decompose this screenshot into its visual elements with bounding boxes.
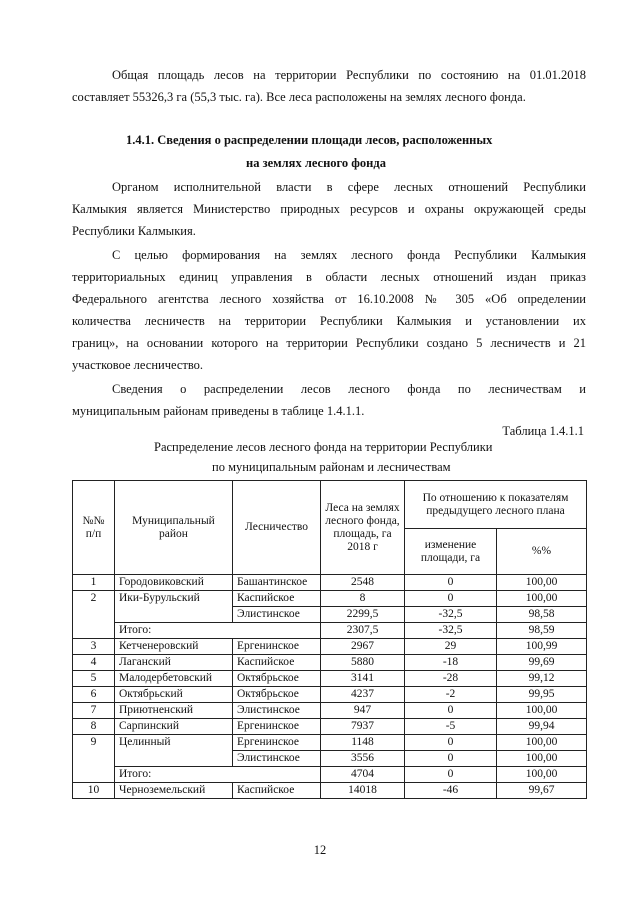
cell-district: Октябрьский <box>115 687 233 703</box>
cell-percent: 98,58 <box>497 607 587 623</box>
cell-total-label: Итого: <box>115 623 321 639</box>
page-number: 12 <box>313 843 327 857</box>
cell-forestry: Башантинское <box>233 575 321 591</box>
cell-area: 2299,5 <box>321 607 405 623</box>
cell-area: 5880 <box>321 655 405 671</box>
cell-district: Малодербетовский <box>115 671 233 687</box>
cell-district: Сарпинский <box>115 719 233 735</box>
table-caption-line-2: по муниципальным районам и лесничествам <box>212 460 451 474</box>
cell-district: Лаганский <box>115 655 233 671</box>
cell-forestry: Ергенинское <box>233 719 321 735</box>
para2-line-6: участковое лесничество. <box>72 358 204 372</box>
cell-change: -46 <box>405 783 497 799</box>
cell-percent: 100,00 <box>497 751 587 767</box>
cell-change: 0 <box>405 703 497 719</box>
table-row <box>73 671 587 687</box>
cell-area: 947 <box>321 703 405 719</box>
cell-percent: 100,99 <box>497 639 587 655</box>
cell-change: -2 <box>405 687 497 703</box>
cell-total-label: Итого: <box>115 767 321 783</box>
cell-percent: 100,00 <box>497 767 587 783</box>
cell-district: Ики-Бурульский <box>115 591 233 623</box>
cell-forestry: Каспийское <box>233 591 321 607</box>
cell-percent: 99,95 <box>497 687 587 703</box>
section-heading-line-2: на землях лесного фонда <box>246 156 386 170</box>
cell-change: 0 <box>405 591 497 607</box>
cell-num: 3 <box>73 639 115 655</box>
cell-area: 3141 <box>321 671 405 687</box>
table-row <box>73 687 587 703</box>
table-row <box>73 639 587 655</box>
cell-change: 0 <box>405 735 497 751</box>
header-change: изменение площади, га <box>405 529 497 575</box>
para1-line-2: Калмыкия является Министерство природных ресурсов и охраны окружающей среды <box>72 202 586 216</box>
cell-percent: 99,67 <box>497 783 587 799</box>
cell-num: 6 <box>73 687 115 703</box>
cell-percent: 98,59 <box>497 623 587 639</box>
cell-change: -5 <box>405 719 497 735</box>
cell-forestry: Ергенинское <box>233 735 321 751</box>
cell-area: 2967 <box>321 639 405 655</box>
para3-line-1: Сведения о распределении лесов лесного фонда по лесничествам и <box>112 382 586 396</box>
cell-num: 2 <box>73 591 115 639</box>
table-row <box>73 735 587 751</box>
cell-forestry: Элистинское <box>233 703 321 719</box>
cell-forestry: Элистинское <box>233 607 321 623</box>
cell-change: -18 <box>405 655 497 671</box>
table-row <box>73 703 587 719</box>
cell-area: 4237 <box>321 687 405 703</box>
para2-line-5: границ», на основании которого на территории Республики создано 5 лесничеств и 21 <box>72 336 586 350</box>
cell-num: 8 <box>73 719 115 735</box>
cell-num: 10 <box>73 783 115 799</box>
table-row-total <box>73 623 587 639</box>
header-relative: По отношению к показателям предыдущего лесного плана <box>405 481 587 529</box>
cell-num: 4 <box>73 655 115 671</box>
cell-num: 5 <box>73 671 115 687</box>
cell-area: 4704 <box>321 767 405 783</box>
header-forestry: Лесничество <box>233 481 321 575</box>
header-area: Леса на землях лесного фонда, площадь, га 2018 г <box>321 481 405 575</box>
cell-change: 0 <box>405 751 497 767</box>
cell-change: -32,5 <box>405 623 497 639</box>
para2-line-1: С целью формирования на землях лесного фонда Республики Калмыкия <box>112 248 586 262</box>
cell-area: 2548 <box>321 575 405 591</box>
cell-area: 8 <box>321 591 405 607</box>
para1-line-3: Республики Калмыкия. <box>72 224 196 238</box>
cell-forestry: Октябрьское <box>233 687 321 703</box>
forest-distribution-table <box>72 480 587 799</box>
para1-line-1: Органом исполнительной власти в сфере лесных отношений Республики <box>112 180 586 194</box>
header-num: №№ п/п <box>73 481 115 575</box>
para2-line-2: территориальных единиц управления в области лесных отношений издан приказ <box>72 270 586 284</box>
table-row <box>73 783 587 799</box>
table-row <box>73 591 587 607</box>
para3-line-2: муниципальным районам приведены в таблице 1.4.1.1. <box>72 404 365 418</box>
cell-percent: 99,69 <box>497 655 587 671</box>
cell-district: Целинный <box>115 735 233 767</box>
para2-line-3: Федерального агентства лесного хозяйства от 16.10.2008 № 305 «Об определении <box>72 292 586 306</box>
cell-percent: 100,00 <box>497 591 587 607</box>
cell-district: Городовиковский <box>115 575 233 591</box>
table-row <box>73 655 587 671</box>
cell-percent: 99,12 <box>497 671 587 687</box>
intro-line-2: составляет 55326,3 га (55,3 тыс. га). Все леса расположены на землях лесного фонда. <box>72 90 526 104</box>
cell-forestry: Ергенинское <box>233 639 321 655</box>
cell-area: 1148 <box>321 735 405 751</box>
cell-change: 0 <box>405 575 497 591</box>
table-row <box>73 719 587 735</box>
cell-change: 0 <box>405 767 497 783</box>
cell-change: -28 <box>405 671 497 687</box>
cell-forestry: Каспийское <box>233 655 321 671</box>
para2-line-4: количества лесничеств на территории Республики Калмыкия и установлении их <box>72 314 586 328</box>
table-row-total <box>73 767 587 783</box>
cell-num: 9 <box>73 735 115 783</box>
cell-forestry: Каспийское <box>233 783 321 799</box>
cell-forestry: Октябрьское <box>233 671 321 687</box>
cell-district: Приютненский <box>115 703 233 719</box>
table-number: Таблица 1.4.1.1 <box>502 424 584 438</box>
cell-area: 7937 <box>321 719 405 735</box>
cell-area: 2307,5 <box>321 623 405 639</box>
cell-area: 3556 <box>321 751 405 767</box>
cell-area: 14018 <box>321 783 405 799</box>
section-heading-line-1: 1.4.1. Сведения о распределении площади лесов, расположенных <box>126 133 493 147</box>
cell-percent: 100,00 <box>497 703 587 719</box>
cell-percent: 100,00 <box>497 735 587 751</box>
cell-num: 7 <box>73 703 115 719</box>
table-caption-line-1: Распределение лесов лесного фонда на территории Республики <box>154 440 493 454</box>
intro-line-1: Общая площадь лесов на территории Республики по состоянию на 01.01.2018 <box>112 68 586 82</box>
cell-district: Кетченеровский <box>115 639 233 655</box>
table-row <box>73 575 587 591</box>
cell-forestry: Элистинское <box>233 751 321 767</box>
cell-district: Черноземельский <box>115 783 233 799</box>
header-percent: %% <box>497 529 587 575</box>
cell-num: 1 <box>73 575 115 591</box>
cell-change: 29 <box>405 639 497 655</box>
cell-percent: 100,00 <box>497 575 587 591</box>
cell-percent: 99,94 <box>497 719 587 735</box>
cell-change: -32,5 <box>405 607 497 623</box>
header-district: Муниципальный район <box>115 481 233 575</box>
